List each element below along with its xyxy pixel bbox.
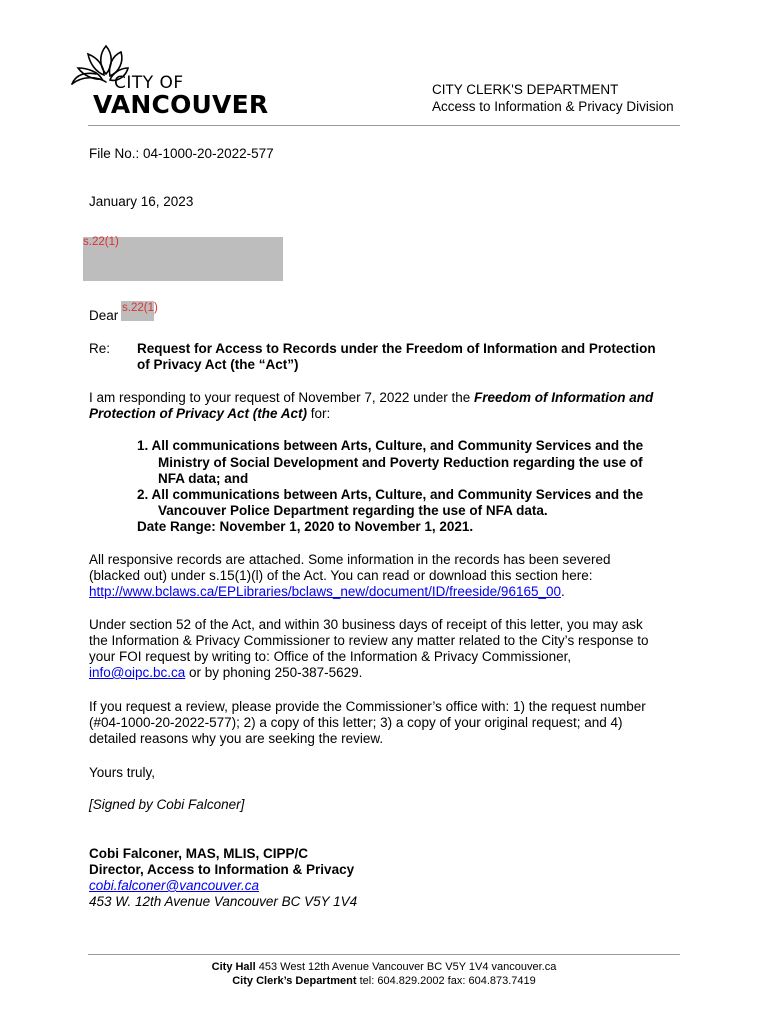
address-redaction-label: s.22(1)	[83, 236, 119, 248]
footer-line-2	[88, 974, 680, 988]
paragraph-2-line-3: your FOI request by writing to: Office of the Information & Privacy Commissioner,	[89, 649, 572, 664]
file-number: File No.: 04-1000-20-2022-577	[89, 146, 274, 161]
paragraph-1-end: .	[561, 584, 565, 599]
signatory-title: Director, Access to Information & Privacy	[89, 862, 355, 877]
date-range: Date Range: November 1, 2020 to November 1, 2021.	[137, 519, 474, 534]
intro-act-name: Freedom of Information and	[473, 390, 654, 405]
salutation-redaction-label: s.22(1)	[122, 302, 158, 314]
paragraph-2-line-4	[89, 665, 362, 682]
division-name: Access to Information & Privacy Division	[432, 99, 674, 114]
footer-divider	[88, 954, 680, 955]
footer-city-hall-label: City Hall	[211, 961, 256, 973]
signed-by: [Signed by Cobi Falconer]	[89, 797, 245, 812]
logo-city-of-text: CITY OF	[114, 73, 184, 93]
intro-end: for:	[307, 406, 331, 421]
oipc-email-link[interactable]: info@oipc.bc.ca	[89, 665, 186, 680]
signatory-name: Cobi Falconer, MAS, MLIS, CIPP/C	[89, 846, 309, 861]
paragraph-3-line-3: detailed reasons why you are seeking the review.	[89, 731, 384, 746]
footer-clerk-label: City Clerk’s Department	[232, 975, 357, 987]
request-item-1-line-2: Ministry of Social Development and Poverty Reduction regarding the use of	[158, 455, 643, 470]
re-label: Re:	[89, 341, 111, 356]
footer-line-1	[88, 960, 680, 974]
closing: Yours truly,	[89, 765, 156, 780]
paragraph-1-line-1: All responsive records are attached. Some information in the records has been severed	[89, 552, 611, 567]
footer-clerk-contact: tel: 604.829.2002 fax: 604.873.7419	[356, 975, 536, 987]
subject-line-2: of Privacy Act (the “Act”)	[137, 357, 299, 372]
intro-line-2	[89, 406, 330, 423]
request-item-2-line-2: Vancouver Police Department regarding the use of NFA data.	[158, 503, 548, 518]
request-item-1-line-1: 1. All communications between Arts, Culture, and Community Services and the	[137, 438, 644, 453]
department-header	[432, 81, 680, 115]
letter-date: January 16, 2023	[89, 194, 194, 209]
paragraph-1-line-2: (blacked out) under s.15(1)(l) of the Act. You can read or download this section here:	[89, 568, 593, 583]
intro-line-1	[89, 390, 653, 407]
paragraph-2-line-2: the Information & Privacy Commissioner to review any matter related to the City’s response to	[89, 633, 649, 648]
department-name: CITY CLERK'S DEPARTMENT	[432, 82, 619, 97]
request-item-2-line-1: 2. All communications between Arts, Culture, and Community Services and the	[137, 487, 644, 502]
paragraph-2-end: or by phoning 250-387-5629.	[185, 665, 363, 680]
logo-vancouver-text: VANCOUVER	[93, 90, 269, 119]
bclaws-link[interactable]: http://www.bclaws.ca/EPLibraries/bclaws_new/document/ID/freeside/96165_00	[89, 584, 561, 599]
header-divider	[88, 125, 680, 126]
request-item-1-line-3: NFA data; and	[158, 471, 249, 486]
intro-text: I am responding to your request of November 7, 2022 under the	[89, 390, 474, 405]
intro-act-name-cont: Protection of Privacy Act (the Act)	[89, 406, 308, 421]
paragraph-2-line-1: Under section 52 of the Act, and within 30 business days of receipt of this letter, you may ask	[89, 617, 643, 632]
salutation: Dear	[89, 308, 119, 323]
paragraph-3-line-1: If you request a review, please provide the Commissioner’s office with: 1) the request number	[89, 699, 646, 714]
paragraph-3-line-2: (#04-1000-20-2022-577); 2) a copy of this letter; 3) a copy of your original request; and 4)	[89, 715, 623, 730]
paragraph-1-line-3	[89, 584, 565, 601]
footer-city-hall-address: 453 West 12th Avenue Vancouver BC V5Y 1V4 vancouver.ca	[255, 961, 557, 973]
subject-line-1: Request for Access to Records under the Freedom of Information and Protection	[137, 341, 656, 356]
signatory-address: 453 W. 12th Avenue Vancouver BC V5Y 1V4	[89, 894, 358, 909]
signatory-email-link[interactable]: cobi.falconer@vancouver.ca	[89, 878, 260, 893]
